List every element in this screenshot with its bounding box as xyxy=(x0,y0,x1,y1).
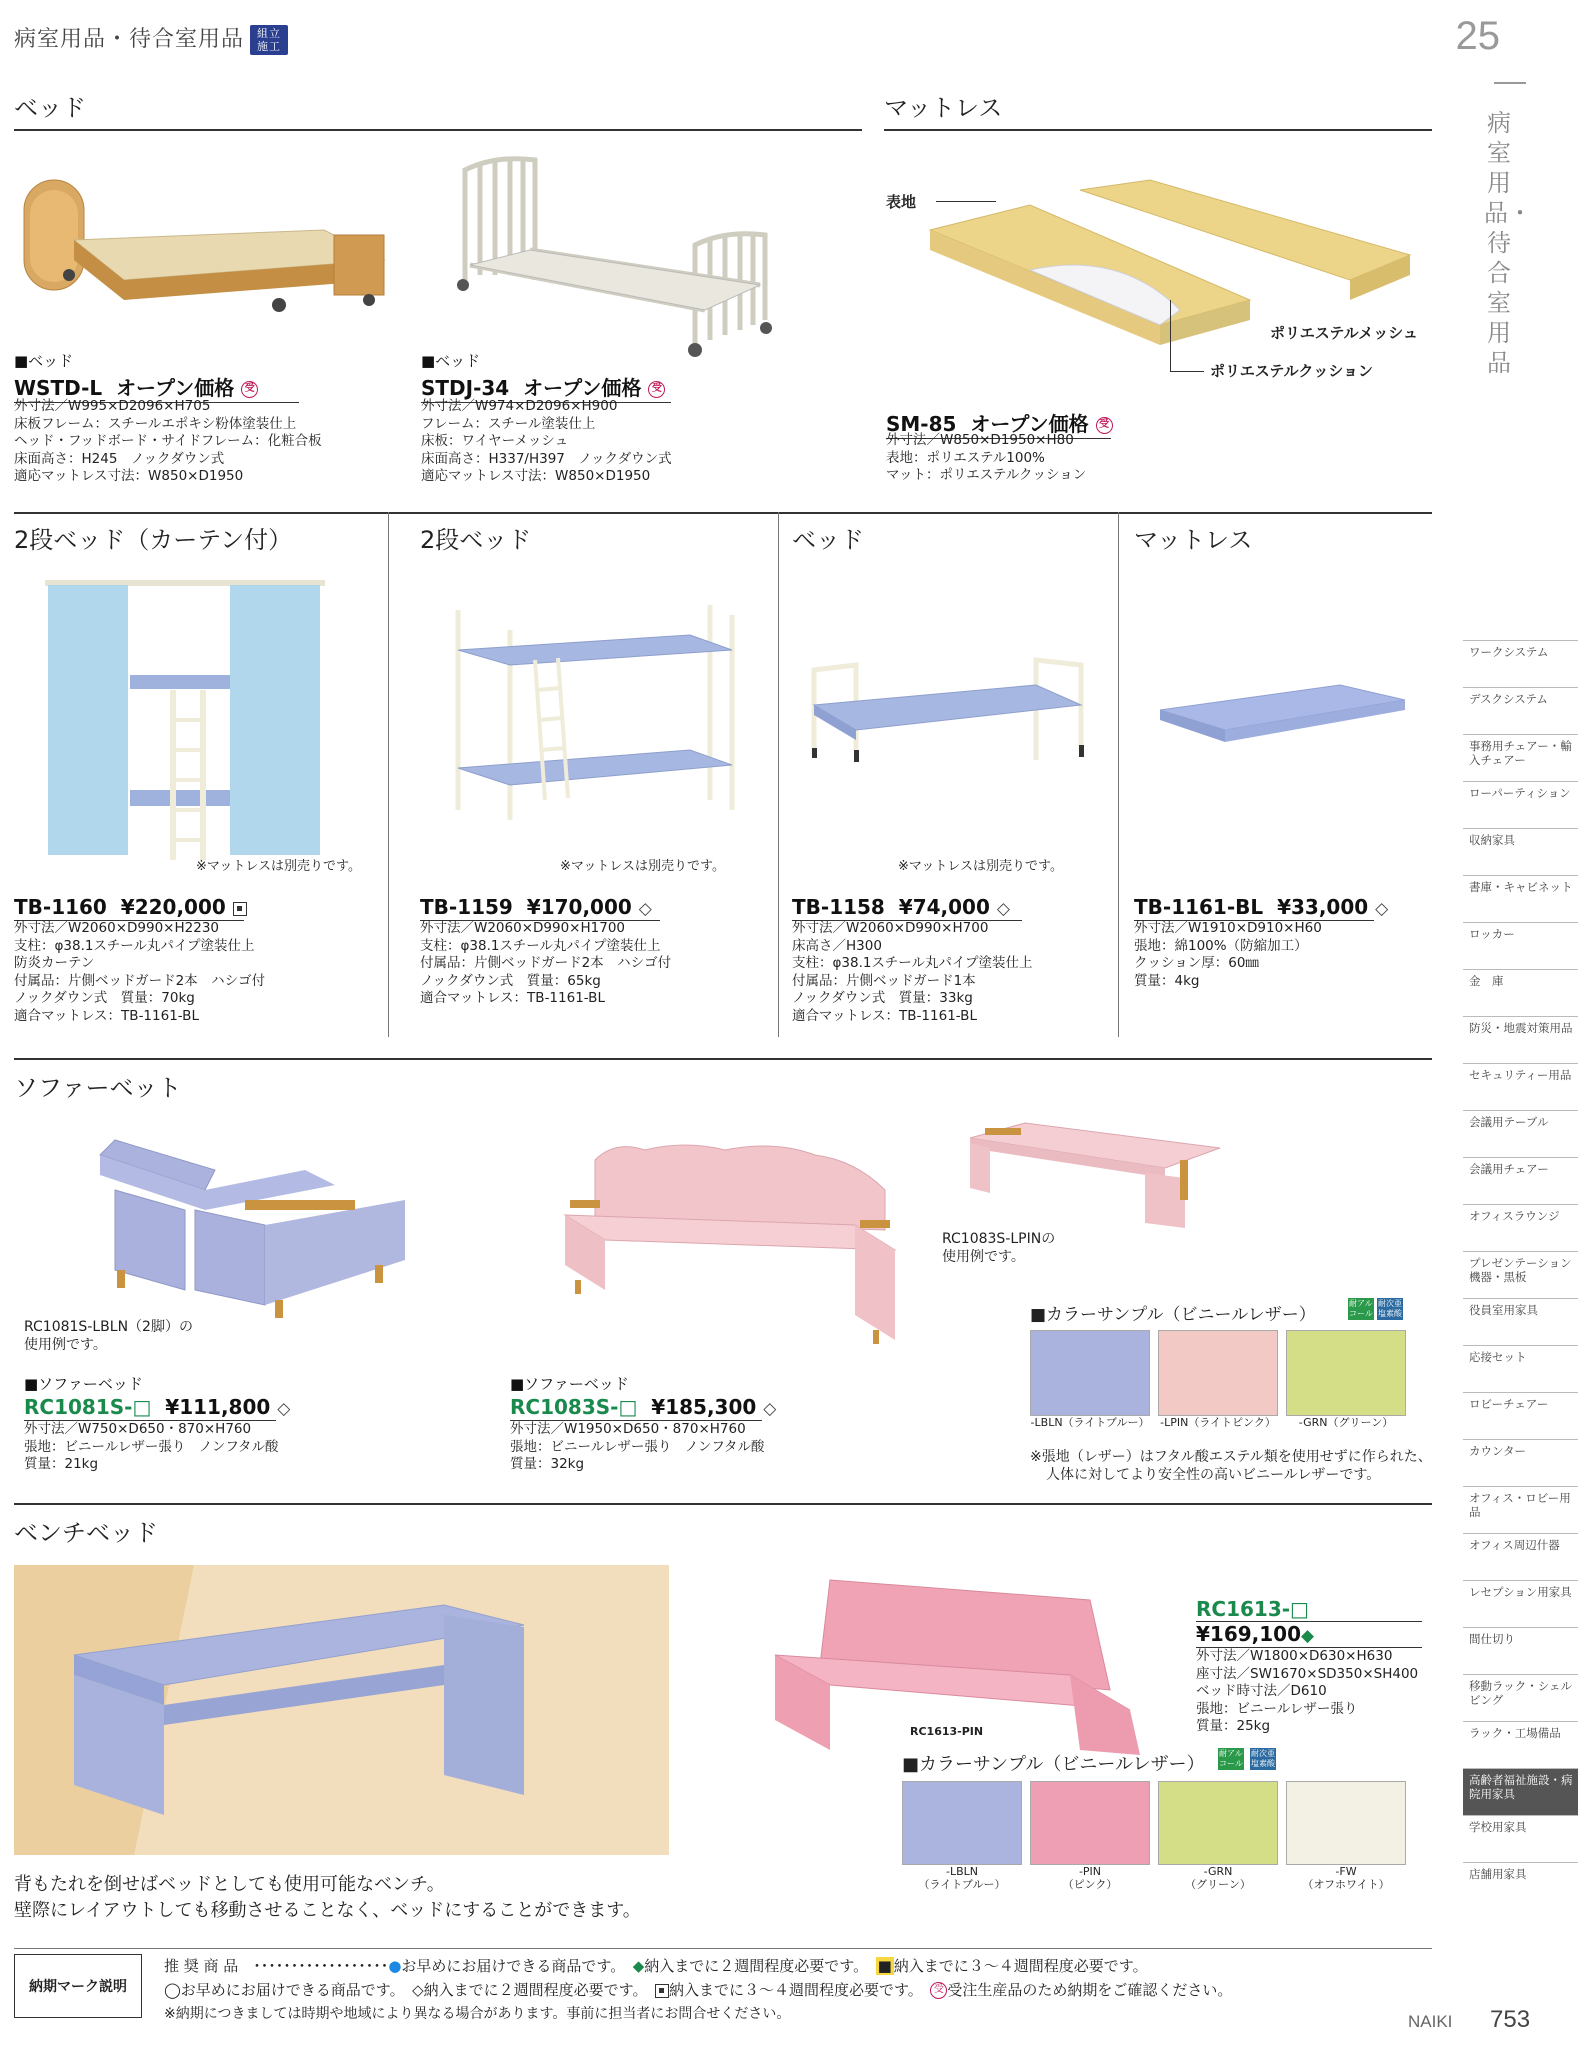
spec-line: 付属品：片側ベッドガード2本 ハシゴ付 xyxy=(14,972,266,989)
mattress-note: ※マットレスは別売りです。 xyxy=(898,859,1063,874)
bench-bed-room-photo xyxy=(14,1565,669,1855)
spec-line: 防炎カーテン xyxy=(14,955,95,971)
spec-line: 質量：21kg xyxy=(24,1456,99,1472)
spec-line: マット：ポリエステルクッション xyxy=(886,467,1087,483)
photo-label: RC1613-PIN xyxy=(910,1725,984,1738)
spec-line: 適合マットレス：TB-1161-BL xyxy=(14,1007,199,1024)
label-surface: 表地 xyxy=(886,193,917,211)
alcohol-resistant-badge: 耐アルコール xyxy=(1349,1299,1373,1318)
category-sidebar xyxy=(1463,640,1578,1909)
spec-list xyxy=(14,920,265,1025)
legend-text: 推 奨 商 品 ･･････････････････ xyxy=(164,1957,389,1975)
delivery-mark-icon: ◇ xyxy=(277,1398,291,1419)
order-mark-icon: 受 xyxy=(930,1982,947,1999)
spec-line: 外寸法／W1910×D910×H60 xyxy=(1134,920,1322,936)
sidebar-category[interactable]: 応接セット xyxy=(1463,1345,1578,1392)
chapter-divider xyxy=(1494,82,1526,84)
color-swatch xyxy=(1030,1781,1150,1891)
spec-line: 外寸法／W750×D650・870×H760 xyxy=(24,1421,252,1437)
legend-text: お早めにお届けできる商品です。 xyxy=(401,1957,618,1975)
swatch-label: -LBLN（ライトブルー） xyxy=(1030,1416,1150,1429)
sidebar-category[interactable]: プレゼンテーション機器・黒板 xyxy=(1463,1251,1578,1298)
color-swatches-2 xyxy=(902,1781,1402,1891)
bed-wstd-l-photo xyxy=(14,140,394,320)
sidebar-category[interactable]: オフィス・ロビー用品 xyxy=(1463,1486,1578,1533)
swatch-chip xyxy=(1286,1781,1406,1865)
spec-line: 外寸法／W1950×D650・870×H760 xyxy=(510,1421,746,1437)
product-price: ¥170,000 xyxy=(526,895,632,919)
bed-stdj-34-photo xyxy=(455,150,825,370)
product-code: RC1083S-□ xyxy=(510,1395,638,1419)
spec-list xyxy=(24,1421,278,1474)
chlorine-resistant-badge: 耐次亜塩素酸 xyxy=(1251,1749,1275,1768)
spec-line: ヘッド・フッドボード・サイドフレーム：化粧合板 xyxy=(14,433,322,449)
sidebar-category[interactable]: セキュリティー用品 xyxy=(1463,1063,1578,1110)
single-bed-photo xyxy=(806,650,1096,780)
brand-name: NAIKI xyxy=(1408,2012,1453,2031)
label-polyester-mesh: ポリエステルメッシュ xyxy=(1270,324,1418,342)
spec-line: ノックダウン式 質量：33kg xyxy=(792,990,973,1006)
delivery-mark-icon: ◇ xyxy=(763,1398,777,1419)
usage-line: RC1081S-LBLN（2脚）の xyxy=(24,1319,193,1335)
section-title-bunk: 2段ベッド xyxy=(420,526,532,554)
swatch-label: -LBLN xyxy=(945,1865,978,1878)
spec-line: クッション厚：60㎜ xyxy=(1134,955,1259,971)
product-code: STDJ-34 xyxy=(421,376,510,400)
product-price: ¥111,800 xyxy=(165,1395,271,1419)
sidebar-category[interactable]: 間仕切り xyxy=(1463,1627,1578,1674)
sidebar-category[interactable]: レセプション用家具 xyxy=(1463,1580,1578,1627)
sidebar-category[interactable]: 店舗用家具 xyxy=(1463,1862,1578,1909)
sofa-rc1083-photo xyxy=(555,1140,915,1350)
product-price: オープン価格 xyxy=(523,376,642,400)
product-code: TB-1160 xyxy=(14,895,107,919)
spec-line: 外寸法／W2060×D990×H1700 xyxy=(420,920,625,936)
legend-line-1 xyxy=(164,1955,1148,1976)
sidebar-category[interactable]: オフィスラウンジ xyxy=(1463,1204,1578,1251)
delivery-mark-icon: ◇ xyxy=(1375,898,1389,919)
spec-line: 座寸法／SW1670×SD350×SH400 xyxy=(1196,1665,1419,1682)
legend-text: 納入までに３～４週間程度必要です。 xyxy=(669,1981,916,1999)
order-mark-icon: 受 xyxy=(1096,417,1113,434)
swatch-chip xyxy=(1030,1330,1150,1416)
order-mark-icon: 受 xyxy=(648,381,665,398)
yellow-box-icon: ■ xyxy=(877,1957,892,1975)
product-price-rc1613 xyxy=(1196,1622,1422,1648)
swatch-chip xyxy=(1286,1330,1406,1416)
sidebar-category[interactable]: ロビーチェアー xyxy=(1463,1392,1578,1439)
bunk-bed-photo xyxy=(450,600,740,820)
spec-list xyxy=(420,920,671,1008)
swatch-sublabel: （ライトブルー） xyxy=(918,1878,1006,1891)
color-swatch xyxy=(1158,1330,1278,1429)
product-price: ¥169,100 xyxy=(1196,1622,1302,1646)
sidebar-category[interactable]: 収納家具 xyxy=(1463,828,1578,875)
swatch-chip xyxy=(1158,1330,1278,1416)
item-category: ■ソファーベッド xyxy=(510,1375,629,1393)
spec-list xyxy=(510,1421,764,1474)
spec-list xyxy=(792,920,1033,1025)
swatch-sublabel: （グリーン） xyxy=(1185,1878,1251,1891)
sidebar-category[interactable]: ローパーティション xyxy=(1463,781,1578,828)
diamond-outline-icon: ◇ xyxy=(412,1981,424,1999)
sidebar-category[interactable]: 金 庫 xyxy=(1463,969,1578,1016)
sidebar-category[interactable]: 防災・地震対策用品 xyxy=(1463,1016,1578,1063)
section-title-bunk-curtain: 2段ベッド（カーテン付） xyxy=(14,526,293,554)
swatch-label: -GRN（グリーン） xyxy=(1298,1416,1394,1429)
color-swatch xyxy=(1286,1781,1406,1891)
swatch-chip xyxy=(1030,1781,1150,1865)
note-line: ※張地（レザー）はフタル酸エステル類を使用せずに作られた、 xyxy=(1030,1449,1432,1465)
swatch-label: -FW xyxy=(1335,1865,1357,1878)
product-name-tb-1160 xyxy=(14,895,244,921)
blue-dot-icon: ● xyxy=(388,1957,402,1975)
footer-rule xyxy=(14,1948,1432,1949)
sidebar-category[interactable]: 会議用チェアー xyxy=(1463,1157,1578,1204)
spec-line: 外寸法／W974×D2096×H900 xyxy=(421,398,618,414)
leather-note xyxy=(1030,1448,1432,1484)
bench-rule xyxy=(14,1503,1432,1505)
product-code: TB-1159 xyxy=(420,895,513,919)
product-price: オープン価格 xyxy=(970,412,1089,436)
circle-icon: ◯ xyxy=(164,1981,181,1999)
product-code: WSTD-L xyxy=(14,376,103,400)
spec-line: 支柱：φ38.1スチール丸パイプ塗装仕上 xyxy=(14,937,255,954)
spec-line: 床高さ／H300 xyxy=(792,937,882,954)
spec-line: 支柱：φ38.1スチール丸パイプ塗装仕上 xyxy=(420,937,661,954)
sofa-rc1081-photo xyxy=(95,1130,425,1330)
color-swatch xyxy=(902,1781,1022,1891)
swatch-label: -GRN xyxy=(1203,1865,1233,1878)
chapter-number: 25 xyxy=(1455,14,1500,58)
swatch-label: -PIN xyxy=(1078,1865,1102,1878)
usage-line: RC1083S-LPINの xyxy=(942,1231,1056,1247)
product-code: RC1081S-□ xyxy=(24,1395,152,1419)
desc-line: 壁際にレイアウトしても移動させることなく、ベッドにすることができます。 xyxy=(14,1900,641,1921)
sofa-rc1083-bed-photo xyxy=(965,1118,1225,1238)
color-sample-title-2: ■カラーサンプル（ビニールレザー） xyxy=(902,1754,1205,1775)
item-category: ■ソファーベッド xyxy=(24,1375,143,1393)
usage-line: 使用例です。 xyxy=(942,1249,1025,1265)
sidebar-category[interactable]: デスクシステム xyxy=(1463,687,1578,734)
section-title-mattress2: マットレス xyxy=(1134,526,1253,554)
usage-line: 使用例です。 xyxy=(24,1337,107,1353)
spec-list xyxy=(14,398,322,486)
spec-list xyxy=(421,398,672,486)
spec-line: 床面高さ：H337/H397 ノックダウン式 xyxy=(421,450,672,467)
mattress-tb-1161-photo xyxy=(1160,680,1410,760)
spec-line: 表地：ポリエステル100% xyxy=(886,449,1045,466)
spec-line: 適応マットレス寸法：W850×D1950 xyxy=(14,468,244,484)
spec-line: 外寸法／W2060×D990×H700 xyxy=(792,920,989,936)
spec-line: 床面高さ：H245 ノックダウン式 xyxy=(14,450,225,467)
spec-line: 付属品：片側ベッドガード1本 xyxy=(792,972,976,989)
product-name-rc1081s xyxy=(24,1395,291,1421)
chlorine-resistant-badge: 耐次亜塩素酸 xyxy=(1378,1299,1402,1318)
spec-line: ベッド時寸法／D610 xyxy=(1196,1683,1327,1699)
spec-line: 外寸法／W995×D2096×H705 xyxy=(14,398,211,414)
section-title-bench-bed: ベンチベッド xyxy=(14,1519,158,1547)
sidebar-category[interactable]: 学校用家具 xyxy=(1463,1815,1578,1862)
color-swatches-1 xyxy=(1030,1330,1410,1429)
sidebar-category[interactable]: オフィス周辺什器 xyxy=(1463,1533,1578,1580)
swatch-chip xyxy=(1158,1781,1278,1865)
spec-line: ノックダウン式 質量：70kg xyxy=(14,990,195,1006)
spec-line: 適応マットレス寸法：W850×D1950 xyxy=(421,468,651,484)
product-code: TB-1158 xyxy=(792,895,885,919)
color-swatch xyxy=(1158,1781,1278,1891)
product-code: TB-1161-BL xyxy=(1134,895,1264,919)
spec-line: 張地：ビニールレザー張り ノンフタル酸 xyxy=(24,1438,279,1455)
product-price: ¥185,300 xyxy=(651,1395,757,1419)
column-divider xyxy=(1118,512,1119,1037)
green-diamond-icon: ◆ xyxy=(632,1957,645,1975)
product-name-tb-1161-bl xyxy=(1134,895,1389,921)
page-header xyxy=(14,22,288,55)
spec-list xyxy=(1134,920,1322,990)
bench-description xyxy=(14,1872,641,1924)
spec-line: 適合マットレス：TB-1161-BL xyxy=(420,990,605,1006)
spec-list xyxy=(886,432,1086,485)
swatch-label: -LPIN（ライトピンク） xyxy=(1160,1416,1276,1429)
product-price: ¥220,000 xyxy=(120,895,226,919)
order-mark-icon: 受 xyxy=(241,381,258,398)
legend-line-2 xyxy=(164,1979,1232,2000)
sidebar-category[interactable]: 役員室用家具 xyxy=(1463,1298,1578,1345)
spec-line: 支柱：φ38.1スチール丸パイプ塗装仕上 xyxy=(792,955,1033,971)
leader-line xyxy=(1170,371,1204,372)
leader-line xyxy=(1170,300,1171,372)
column-divider xyxy=(778,512,779,1037)
sidebar-category[interactable]: カウンター xyxy=(1463,1439,1578,1486)
boxed-square-icon xyxy=(655,1984,669,1998)
delivery-mark-icon: ◇ xyxy=(996,898,1010,919)
product-price: ¥33,000 xyxy=(1277,895,1369,919)
product-code: SM-85 xyxy=(886,412,957,436)
spec-line: 外寸法／W1800×D630×H630 xyxy=(1196,1648,1393,1664)
spec-line: 床板フレーム：スチールエポキシ粉体塗装仕上 xyxy=(14,415,297,432)
legend-text: 納入までに２週間程度必要です。 xyxy=(644,1957,861,1975)
legend-text: 納入までに２週間程度必要です。 xyxy=(423,1981,640,1999)
swatch-sublabel: （オフホワイト） xyxy=(1302,1878,1390,1891)
alcohol-resistant-badge: 耐アルコール xyxy=(1219,1749,1243,1768)
spec-list xyxy=(1196,1648,1418,1736)
product-name-tb-1158 xyxy=(792,895,1022,921)
legend-text: お早めにお届けできる商品です。 xyxy=(180,1981,398,1999)
spec-line: 質量：32kg xyxy=(510,1456,585,1472)
delivery-legend-box: 納期マーク説明 xyxy=(14,1954,142,2018)
spec-line: 適合マットレス：TB-1161-BL xyxy=(792,1007,977,1024)
spec-line: 質量：4kg xyxy=(1134,972,1200,989)
product-code-rc1613: RC1613-□ xyxy=(1196,1597,1422,1622)
mattress-note: ※マットレスは別売りです。 xyxy=(560,859,725,874)
usage-note-1081 xyxy=(24,1318,193,1354)
swatch-chip xyxy=(902,1781,1022,1865)
sidebar-category[interactable]: 会議用テーブル xyxy=(1463,1110,1578,1157)
section-title-sofa-bed: ソファーベット xyxy=(14,1074,182,1102)
item-category: ■ベッド xyxy=(421,352,481,370)
sidebar-category[interactable]: ワークシステム xyxy=(1463,640,1578,687)
sidebar-category[interactable]: 事務用チェアー・輸入チェアー xyxy=(1463,734,1578,781)
spec-line: 張地：ビニールレザー張り xyxy=(1196,1700,1358,1717)
color-sample-title-1: ■カラーサンプル（ビニールレザー） xyxy=(1030,1305,1316,1325)
sidebar-category[interactable]: 移動ラック・シェルビング xyxy=(1463,1674,1578,1721)
section-title-bed: ベッド xyxy=(14,88,862,131)
note-line: 人体に対してより安全性の高いビニールレザーです。 xyxy=(1046,1467,1381,1483)
section-title-single-bed: ベッド xyxy=(792,526,864,554)
assembly-badge: 組立施工 xyxy=(250,25,288,55)
product-price: ¥74,000 xyxy=(898,895,990,919)
spec-line: 張地：綿100%（防縮加工） xyxy=(1134,937,1308,954)
sidebar-category[interactable]: 高齢者福祉施設・病院用家具 xyxy=(1463,1768,1578,1815)
legend-line-3: ※納期につきましては時期や地域により異なる場合があります。事前に担当者にお問合せください。 xyxy=(164,2006,791,2022)
spec-line: 付属品：片側ベッドガード2本 ハシゴ付 xyxy=(420,955,672,971)
desc-line: 背もたれを倒せばベッドとしても使用可能なベンチ。 xyxy=(14,1874,445,1895)
mattress-note: ※マットレスは別売りです。 xyxy=(196,859,361,874)
swatch-sublabel: （ピンク） xyxy=(1062,1878,1118,1891)
label-polyester-cushion: ポリエステルクッション xyxy=(1210,362,1374,380)
usage-note-1083 xyxy=(942,1230,1055,1266)
legend-text: 納入までに３～４週間程度必要です。 xyxy=(893,1957,1148,1975)
sidebar-category[interactable]: 書庫・キャビネット xyxy=(1463,875,1578,922)
product-name-tb-1159 xyxy=(420,895,660,921)
product-name-rc1083s xyxy=(510,1395,777,1421)
section-title-mattress: マットレス xyxy=(884,88,1432,131)
spec-line: ノックダウン式 質量：65kg xyxy=(420,972,601,989)
delivery-mark-icon: ◆ xyxy=(1301,1626,1315,1646)
spec-line: 床板：ワイヤーメッシュ xyxy=(421,433,569,449)
product-price: オープン価格 xyxy=(116,376,235,400)
delivery-mark-icon: ◇ xyxy=(638,898,652,919)
page-title: 病室用品・待合室用品 xyxy=(14,27,245,52)
sofa-rule xyxy=(14,1058,1432,1060)
vertical-chapter-title: 病室用品・待合室用品 xyxy=(1484,109,1532,377)
leader-line xyxy=(936,201,996,202)
spec-line: 外寸法／W850×D1950×H80 xyxy=(886,432,1074,448)
spec-line: 張地：ビニールレザー張り ノンフタル酸 xyxy=(510,1438,765,1455)
bunk-curtain-photo xyxy=(40,570,330,870)
column-divider xyxy=(388,512,389,1037)
item-category: ■ベッド xyxy=(14,352,74,370)
sidebar-category[interactable]: ラック・工場備品 xyxy=(1463,1721,1578,1768)
color-swatch xyxy=(1286,1330,1406,1429)
color-swatch xyxy=(1030,1330,1150,1429)
delivery-mark-icon xyxy=(233,902,247,916)
spec-line: 外寸法／W2060×D990×H2230 xyxy=(14,920,219,936)
row2-rule xyxy=(14,512,1432,514)
spec-line: フレーム：スチール塗装仕上 xyxy=(421,415,596,432)
spec-line: 質量：25kg xyxy=(1196,1718,1271,1734)
legend-text: 受注生産品のため納期をご確認ください。 xyxy=(947,1981,1233,1999)
page-number: 753 xyxy=(1490,2006,1531,2033)
sidebar-category[interactable]: ロッカー xyxy=(1463,922,1578,969)
